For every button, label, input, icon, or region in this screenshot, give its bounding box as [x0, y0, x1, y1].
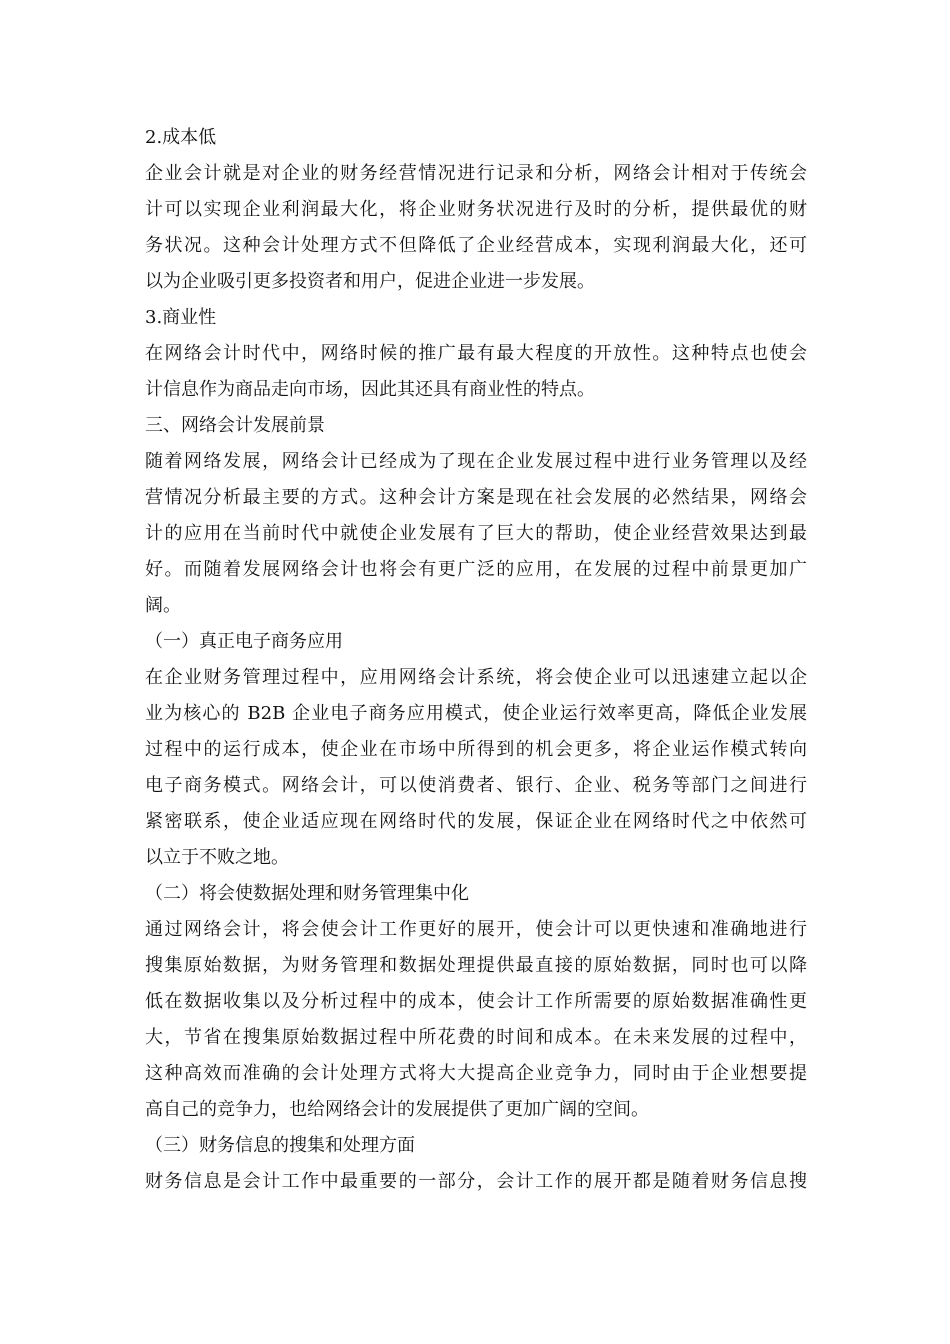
heading-text: （二）将会使数据处理和财务管理集中化	[145, 883, 469, 904]
paragraph-line: 计的应用在当前时代中就使企业发展有了巨大的帮助，使企业经营效果达到最	[145, 523, 807, 544]
paragraph-line: 财务信息是会计工作中最重要的一部分，会计工作的展开都是随着财务信息搜	[145, 1171, 807, 1192]
paragraph-line: 务状况。这种会计处理方式不但降低了企业经营成本，实现利润最大化，还可	[145, 235, 807, 256]
paragraph-line: 随着网络发展，网络会计已经成为了现在企业发展过程中进行业务管理以及经	[145, 451, 807, 472]
paragraph-line: 在网络会计时代中，网络时候的推广最有最大程度的开放性。这种特点也使会	[145, 343, 807, 364]
paragraph-line: 电子商务模式。网络会计，可以使消费者、银行、企业、税务等部门之间进行	[145, 775, 807, 796]
paragraph-line: 低在数据收集以及分析过程中的成本，使会计工作所需要的原始数据准确性更	[145, 991, 807, 1012]
paragraph-line: 以为企业吸引更多投资者和用户，促进企业进一步发展。	[145, 271, 595, 292]
paragraph-line: 业为核心的 B2B 企业电子商务应用模式，使企业运行效率更高，降低企业发展	[145, 703, 807, 724]
section-heading	[145, 624, 807, 660]
document-body	[145, 120, 807, 1200]
heading-text: （一）真正电子商务应用	[145, 631, 343, 652]
section-heading	[145, 876, 807, 912]
paragraph-line: 紧密联系，使企业适应现在网络时代的发展，保证企业在网络时代之中依然可	[145, 811, 807, 832]
paragraph-line: 在企业财务管理过程中，应用网络会计系统，将会使企业可以迅速建立起以企	[145, 667, 807, 688]
paragraph-line: 企业会计就是对企业的财务经营情况进行记录和分析，网络会计相对于传统会	[145, 163, 807, 184]
paragraph-line: 阔。	[145, 595, 181, 616]
paragraph-line: 搜集原始数据，为财务管理和数据处理提供最直接的原始数据，同时也可以降	[145, 955, 807, 976]
paragraph-line: 大，节省在搜集原始数据过程中所花费的时间和成本。在未来发展的过程中，	[145, 1027, 807, 1048]
paragraph-line: 计信息作为商品走向市场，因此其还具有商业性的特点。	[145, 379, 595, 400]
heading-text: 三、网络会计发展前景	[145, 415, 325, 436]
heading-text: 2.成本低	[145, 127, 217, 148]
paragraph-line: 好。而随着发展网络会计也将会有更广泛的应用，在发展的过程中前景更加广	[145, 559, 807, 580]
paragraph-line: 过程中的运行成本，使企业在市场中所得到的机会更多，将企业运作模式转向	[145, 739, 807, 760]
section-heading	[145, 408, 807, 444]
paragraph	[145, 444, 807, 624]
section-heading	[145, 120, 807, 156]
heading-text: （三）财务信息的搜集和处理方面	[145, 1135, 415, 1156]
paragraph-line: 以立于不败之地。	[145, 847, 289, 868]
paragraph	[145, 912, 807, 1128]
section-heading	[145, 300, 807, 336]
paragraph-line: 通过网络会计，将会使会计工作更好的展开，使会计可以更快速和准确地进行	[145, 919, 807, 940]
paragraph-line: 高自己的竞争力，也给网络会计的发展提供了更加广阔的空间。	[145, 1099, 649, 1120]
section-heading	[145, 1128, 807, 1164]
paragraph-line: 这种高效而准确的会计处理方式将大大提高企业竞争力，同时由于企业想要提	[145, 1063, 807, 1084]
paragraph	[145, 660, 807, 876]
heading-text: 3.商业性	[145, 307, 217, 328]
paragraph	[145, 336, 807, 408]
paragraph-line: 营情况分析最主要的方式。这种会计方案是现在社会发展的必然结果，网络会	[145, 487, 807, 508]
paragraph	[145, 156, 807, 300]
paragraph-line: 计可以实现企业利润最大化，将企业财务状况进行及时的分析，提供最优的财	[145, 199, 807, 220]
paragraph	[145, 1164, 807, 1200]
